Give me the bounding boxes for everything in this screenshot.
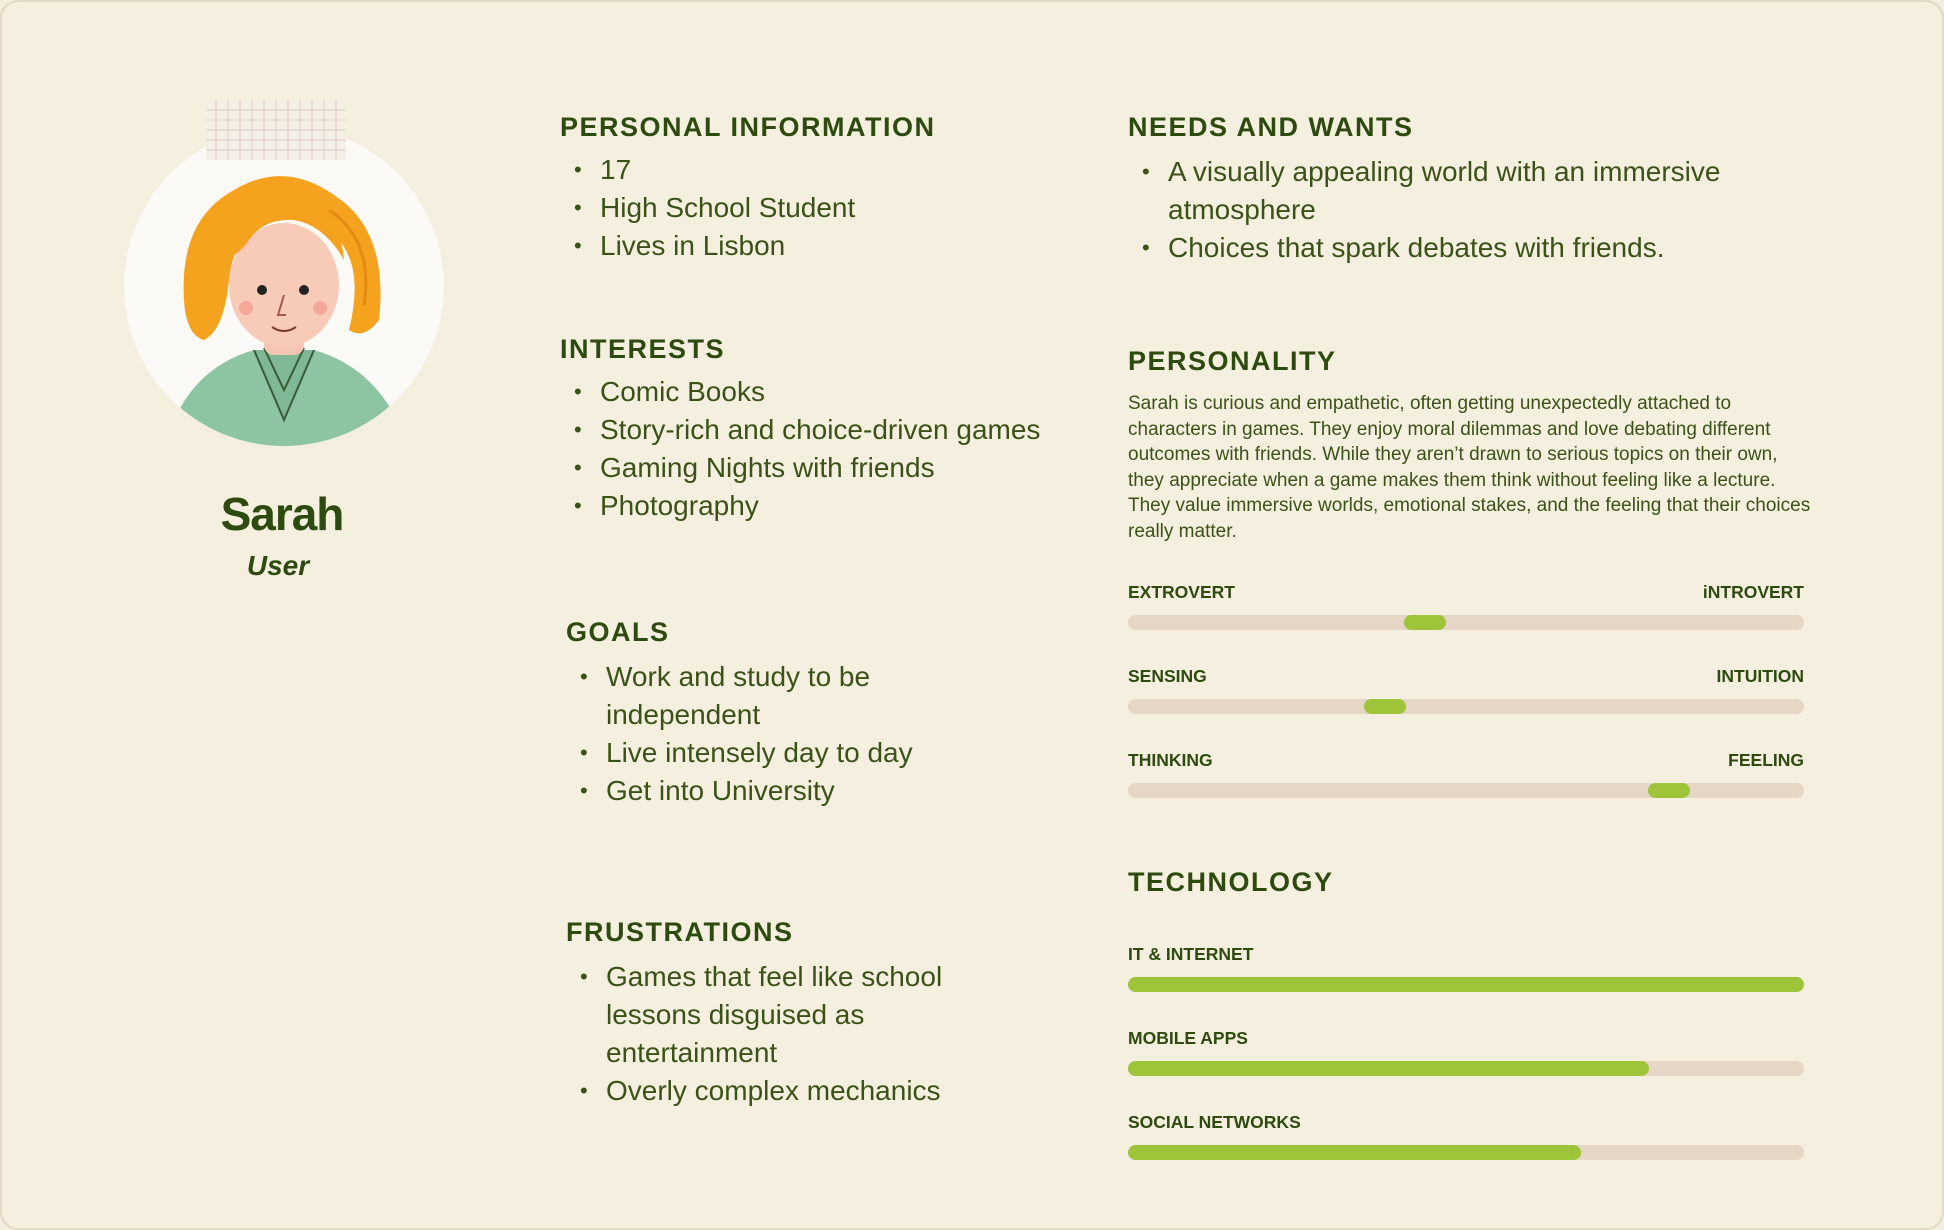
personality-scale	[1128, 750, 1804, 798]
avatar	[124, 100, 446, 448]
frustrations-heading: FRUSTRATIONS	[566, 917, 794, 947]
technology-bar	[1128, 1028, 1804, 1076]
technology-track	[1128, 1061, 1804, 1076]
list-item: • Comic Books	[560, 373, 1100, 411]
list-item: • Lives in Lisbon	[560, 227, 1100, 265]
list-item: • Games that feel like school lessons disguised as entertainment	[566, 958, 966, 1072]
needs-and-wants-heading: NEEDS AND WANTS	[1128, 112, 1414, 142]
needs-and-wants-section	[1128, 112, 1748, 267]
scale-track	[1128, 699, 1804, 714]
technology-fill	[1128, 977, 1804, 992]
list-item: • 17	[560, 151, 1100, 189]
scale-marker	[1364, 699, 1406, 714]
list-item: • High School Student	[560, 189, 1100, 227]
technology-fill	[1128, 1061, 1649, 1076]
list-item: • Live intensely day to day	[566, 734, 966, 772]
scale-marker	[1648, 783, 1690, 798]
personality-scale	[1128, 666, 1804, 714]
grid-tape	[206, 100, 346, 160]
scale-right-label: FEELING	[1728, 750, 1804, 770]
list-item: • Choices that spark debates with friends.	[1128, 229, 1728, 267]
interests-section	[560, 334, 1100, 525]
technology-label: IT & INTERNET	[1128, 944, 1254, 964]
personality-heading: PERSONALITY	[1128, 346, 1337, 376]
frustrations-section	[566, 917, 1006, 1110]
personality-scale	[1128, 582, 1804, 630]
personal-information-heading: PERSONAL INFORMATION	[560, 112, 936, 142]
personal-information-section	[560, 112, 1100, 265]
scale-right-label: INTUITION	[1716, 666, 1804, 686]
technology-heading: TECHNOLOGY	[1128, 867, 1334, 897]
technology-section	[1128, 867, 1804, 898]
technology-label: MOBILE APPS	[1128, 1028, 1248, 1048]
list-item: • A visually appealing world with an immersive atmosphere	[1128, 153, 1728, 229]
scale-marker	[1404, 615, 1446, 630]
scale-left-label: THINKING	[1128, 750, 1213, 770]
scale-right-label: iNTROVERT	[1702, 582, 1804, 602]
scale-left-label: EXTROVERT	[1128, 582, 1235, 602]
persona-name: Sarah	[220, 488, 344, 540]
technology-fill	[1128, 1145, 1581, 1160]
list-item: • Get into University	[566, 772, 966, 810]
list-item: • Story-rich and choice-driven games	[560, 411, 1100, 449]
persona-role: User	[246, 550, 310, 581]
interests-heading: INTERESTS	[560, 334, 726, 364]
goals-heading: GOALS	[566, 617, 670, 647]
list-item: • Photography	[560, 487, 1100, 525]
scale-left-label: SENSING	[1128, 666, 1207, 686]
technology-label: SOCIAL NETWORKS	[1128, 1112, 1301, 1132]
list-item: • Gaming Nights with friends	[560, 449, 1100, 487]
technology-track	[1128, 1145, 1804, 1160]
goals-section	[566, 617, 1006, 810]
scale-track	[1128, 615, 1804, 630]
list-item: • Work and study to be independent	[566, 658, 966, 734]
technology-bar	[1128, 1112, 1804, 1160]
technology-track	[1128, 977, 1804, 992]
technology-bar	[1128, 944, 1804, 992]
personality-section	[1128, 346, 1828, 544]
personality-description: Sarah is curious and empathetic, often getting unexpectedly attached to characters in games. They enjoy moral dilemmas and love debating different outcomes with friends. While they aren’t drawn to serious topics on their own, they appreciate when a game makes them think without feeling like a lecture. They value immersive worlds, emotional stakes, and the feeling that their choices really matter.	[1128, 393, 1811, 542]
scale-track	[1128, 783, 1804, 798]
list-item: • Overly complex mechanics	[566, 1072, 966, 1110]
